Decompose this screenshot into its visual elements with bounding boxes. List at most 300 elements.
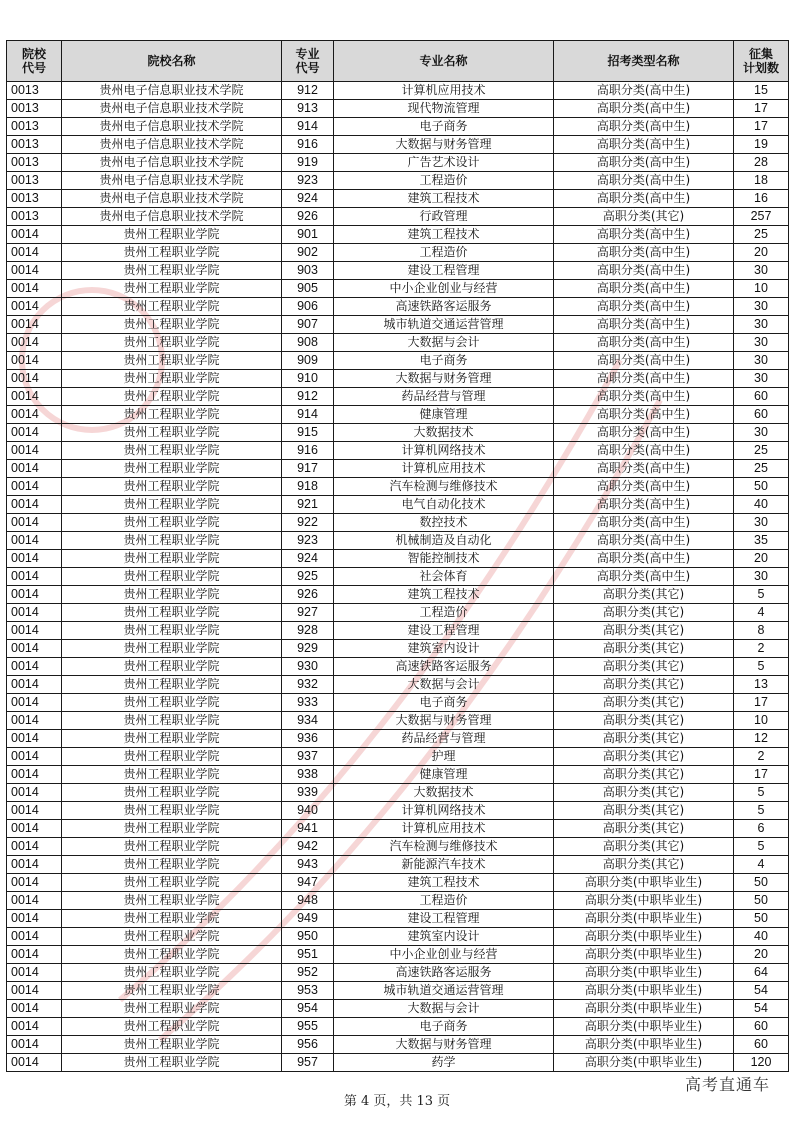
admission-type-cell: 高职分类(中职毕业生): [554, 892, 734, 910]
major-code-cell: 925: [282, 568, 334, 586]
major-name-cell: 高速铁路客运服务: [334, 658, 554, 676]
major-code-cell: 943: [282, 856, 334, 874]
school-code-cell: 0014: [7, 226, 62, 244]
table-row: [7, 640, 789, 658]
school-name-cell: 贵州工程职业学院: [62, 316, 282, 334]
school-code-cell: 0014: [7, 1036, 62, 1054]
school-code-cell: 0014: [7, 856, 62, 874]
school-name-cell: 贵州工程职业学院: [62, 1018, 282, 1036]
school-name-cell: 贵州电子信息职业技术学院: [62, 136, 282, 154]
major-name-cell: 大数据与财务管理: [334, 1036, 554, 1054]
header-school-code: 院校 代号: [7, 41, 62, 82]
major-name-cell: 数控技术: [334, 514, 554, 532]
plan-count-cell: 60: [734, 1018, 789, 1036]
admission-type-cell: 高职分类(中职毕业生): [554, 1018, 734, 1036]
plan-count-cell: 6: [734, 820, 789, 838]
table-row: [7, 856, 789, 874]
major-name-cell: 电子商务: [334, 1018, 554, 1036]
plan-count-cell: 17: [734, 118, 789, 136]
table-row: [7, 874, 789, 892]
major-name-cell: 计算机应用技术: [334, 460, 554, 478]
major-code-cell: 929: [282, 640, 334, 658]
school-name-cell: 贵州工程职业学院: [62, 586, 282, 604]
table-row: [7, 172, 789, 190]
admission-type-cell: 高职分类(高中生): [554, 298, 734, 316]
school-name-cell: 贵州工程职业学院: [62, 424, 282, 442]
table-row: [7, 532, 789, 550]
school-name-cell: 贵州工程职业学院: [62, 838, 282, 856]
major-name-cell: 中小企业创业与经营: [334, 946, 554, 964]
school-code-cell: 0014: [7, 820, 62, 838]
school-name-cell: 贵州工程职业学院: [62, 730, 282, 748]
plan-count-cell: 30: [734, 352, 789, 370]
admission-type-cell: 高职分类(其它): [554, 208, 734, 226]
major-code-cell: 936: [282, 730, 334, 748]
school-code-cell: 0014: [7, 496, 62, 514]
school-name-cell: 贵州工程职业学院: [62, 874, 282, 892]
major-code-cell: 918: [282, 478, 334, 496]
school-code-cell: 0014: [7, 694, 62, 712]
table-row: [7, 730, 789, 748]
school-code-cell: 0014: [7, 802, 62, 820]
plan-count-cell: 25: [734, 442, 789, 460]
school-name-cell: 贵州工程职业学院: [62, 622, 282, 640]
school-code-cell: 0013: [7, 136, 62, 154]
major-code-cell: 934: [282, 712, 334, 730]
major-name-cell: 大数据技术: [334, 424, 554, 442]
admission-type-cell: 高职分类(高中生): [554, 514, 734, 532]
table-row: [7, 586, 789, 604]
major-code-cell: 948: [282, 892, 334, 910]
major-name-cell: 护理: [334, 748, 554, 766]
school-name-cell: 贵州工程职业学院: [62, 604, 282, 622]
admission-type-cell: 高职分类(高中生): [554, 136, 734, 154]
table-row: [7, 262, 789, 280]
school-code-cell: 0014: [7, 892, 62, 910]
admission-type-cell: 高职分类(高中生): [554, 154, 734, 172]
major-code-cell: 941: [282, 820, 334, 838]
table-row: [7, 118, 789, 136]
admission-type-cell: 高职分类(高中生): [554, 334, 734, 352]
major-name-cell: 计算机网络技术: [334, 442, 554, 460]
table-row: [7, 946, 789, 964]
school-code-cell: 0014: [7, 928, 62, 946]
admission-type-cell: 高职分类(其它): [554, 604, 734, 622]
admission-type-cell: 高职分类(中职毕业生): [554, 928, 734, 946]
plan-count-cell: 5: [734, 784, 789, 802]
school-name-cell: 贵州工程职业学院: [62, 262, 282, 280]
major-name-cell: 工程造价: [334, 892, 554, 910]
major-name-cell: 城市轨道交通运营管理: [334, 982, 554, 1000]
major-code-cell: 921: [282, 496, 334, 514]
table-row: [7, 226, 789, 244]
school-code-cell: 0014: [7, 1054, 62, 1072]
admission-type-cell: 高职分类(高中生): [554, 100, 734, 118]
school-name-cell: 贵州工程职业学院: [62, 784, 282, 802]
admission-type-cell: 高职分类(其它): [554, 820, 734, 838]
major-name-cell: 建筑室内设计: [334, 640, 554, 658]
school-name-cell: 贵州工程职业学院: [62, 820, 282, 838]
plan-count-cell: 25: [734, 460, 789, 478]
major-code-cell: 951: [282, 946, 334, 964]
plan-count-cell: 30: [734, 298, 789, 316]
school-name-cell: 贵州工程职业学院: [62, 766, 282, 784]
plan-count-cell: 20: [734, 946, 789, 964]
plan-count-cell: 18: [734, 172, 789, 190]
admission-type-cell: 高职分类(中职毕业生): [554, 1054, 734, 1072]
school-code-cell: 0013: [7, 82, 62, 100]
school-name-cell: 贵州工程职业学院: [62, 334, 282, 352]
major-code-cell: 927: [282, 604, 334, 622]
major-name-cell: 电气自动化技术: [334, 496, 554, 514]
header-school-name: 院校名称: [62, 41, 282, 82]
major-code-cell: 910: [282, 370, 334, 388]
plan-count-cell: 25: [734, 226, 789, 244]
major-name-cell: 建筑工程技术: [334, 190, 554, 208]
major-name-cell: 工程造价: [334, 244, 554, 262]
major-name-cell: 建设工程管理: [334, 262, 554, 280]
major-code-cell: 912: [282, 388, 334, 406]
header-admission-type: 招考类型名称: [554, 41, 734, 82]
major-code-cell: 933: [282, 694, 334, 712]
table-row: [7, 1018, 789, 1036]
school-code-cell: 0014: [7, 676, 62, 694]
admission-type-cell: 高职分类(其它): [554, 766, 734, 784]
plan-count-cell: 2: [734, 748, 789, 766]
major-code-cell: 915: [282, 424, 334, 442]
admission-type-cell: 高职分类(高中生): [554, 280, 734, 298]
school-name-cell: 贵州电子信息职业技术学院: [62, 82, 282, 100]
school-name-cell: 贵州电子信息职业技术学院: [62, 190, 282, 208]
school-name-cell: 贵州工程职业学院: [62, 478, 282, 496]
major-code-cell: 907: [282, 316, 334, 334]
plan-count-cell: 17: [734, 100, 789, 118]
major-code-cell: 908: [282, 334, 334, 352]
admission-plan-table: [6, 40, 788, 1072]
admission-type-cell: 高职分类(高中生): [554, 316, 734, 334]
school-name-cell: 贵州工程职业学院: [62, 514, 282, 532]
school-code-cell: 0014: [7, 424, 62, 442]
admission-type-cell: 高职分类(中职毕业生): [554, 946, 734, 964]
table-row: [7, 154, 789, 172]
major-code-cell: 950: [282, 928, 334, 946]
table-row: [7, 136, 789, 154]
plan-count-cell: 4: [734, 856, 789, 874]
major-code-cell: 924: [282, 190, 334, 208]
table-row: [7, 352, 789, 370]
school-code-cell: 0014: [7, 730, 62, 748]
school-code-cell: 0014: [7, 352, 62, 370]
admission-type-cell: 高职分类(高中生): [554, 550, 734, 568]
admission-type-cell: 高职分类(高中生): [554, 190, 734, 208]
admission-type-cell: 高职分类(其它): [554, 838, 734, 856]
school-code-cell: 0014: [7, 946, 62, 964]
school-code-cell: 0014: [7, 280, 62, 298]
school-name-cell: 贵州工程职业学院: [62, 892, 282, 910]
admission-type-cell: 高职分类(其它): [554, 748, 734, 766]
major-name-cell: 工程造价: [334, 604, 554, 622]
major-name-cell: 建设工程管理: [334, 910, 554, 928]
major-name-cell: 健康管理: [334, 766, 554, 784]
major-name-cell: 大数据与财务管理: [334, 712, 554, 730]
table-row: [7, 802, 789, 820]
school-name-cell: 贵州工程职业学院: [62, 1054, 282, 1072]
table-row: [7, 784, 789, 802]
major-name-cell: 计算机应用技术: [334, 82, 554, 100]
school-name-cell: 贵州工程职业学院: [62, 748, 282, 766]
table-row: [7, 838, 789, 856]
admission-type-cell: 高职分类(高中生): [554, 460, 734, 478]
major-name-cell: 电子商务: [334, 118, 554, 136]
plan-count-cell: 35: [734, 532, 789, 550]
admission-type-cell: 高职分类(其它): [554, 676, 734, 694]
table-body: [7, 82, 789, 1072]
table-row: [7, 694, 789, 712]
school-name-cell: 贵州工程职业学院: [62, 280, 282, 298]
admission-type-cell: 高职分类(高中生): [554, 388, 734, 406]
admission-type-cell: 高职分类(高中生): [554, 352, 734, 370]
plan-count-cell: 28: [734, 154, 789, 172]
school-code-cell: 0014: [7, 964, 62, 982]
table-row: [7, 550, 789, 568]
school-code-cell: 0014: [7, 442, 62, 460]
school-name-cell: 贵州电子信息职业技术学院: [62, 118, 282, 136]
admission-type-cell: 高职分类(高中生): [554, 496, 734, 514]
plan-count-cell: 54: [734, 982, 789, 1000]
table-row: [7, 244, 789, 262]
school-code-cell: 0014: [7, 604, 62, 622]
major-code-cell: 912: [282, 82, 334, 100]
plan-count-cell: 2: [734, 640, 789, 658]
school-name-cell: 贵州工程职业学院: [62, 856, 282, 874]
table-row: [7, 208, 789, 226]
admission-type-cell: 高职分类(高中生): [554, 82, 734, 100]
major-code-cell: 926: [282, 586, 334, 604]
school-name-cell: 贵州工程职业学院: [62, 910, 282, 928]
major-code-cell: 922: [282, 514, 334, 532]
table-row: [7, 316, 789, 334]
school-code-cell: 0013: [7, 172, 62, 190]
major-code-cell: 916: [282, 442, 334, 460]
plan-count-cell: 30: [734, 316, 789, 334]
major-code-cell: 923: [282, 172, 334, 190]
major-code-cell: 902: [282, 244, 334, 262]
table-row: [7, 370, 789, 388]
major-code-cell: 947: [282, 874, 334, 892]
school-name-cell: 贵州工程职业学院: [62, 370, 282, 388]
major-code-cell: 939: [282, 784, 334, 802]
table-row: [7, 406, 789, 424]
major-code-cell: 919: [282, 154, 334, 172]
school-name-cell: 贵州工程职业学院: [62, 442, 282, 460]
major-code-cell: 906: [282, 298, 334, 316]
plan-count-cell: 60: [734, 388, 789, 406]
school-code-cell: 0013: [7, 190, 62, 208]
table-row: [7, 568, 789, 586]
admission-type-cell: 高职分类(高中生): [554, 568, 734, 586]
plan-count-cell: 50: [734, 874, 789, 892]
school-code-cell: 0014: [7, 388, 62, 406]
major-name-cell: 工程造价: [334, 172, 554, 190]
major-name-cell: 中小企业创业与经营: [334, 280, 554, 298]
plan-count-cell: 40: [734, 496, 789, 514]
table-row: [7, 460, 789, 478]
major-name-cell: 现代物流管理: [334, 100, 554, 118]
major-name-cell: 建筑工程技术: [334, 874, 554, 892]
school-name-cell: 贵州工程职业学院: [62, 712, 282, 730]
school-name-cell: 贵州工程职业学院: [62, 946, 282, 964]
major-name-cell: 城市轨道交通运营管理: [334, 316, 554, 334]
major-name-cell: 大数据与财务管理: [334, 136, 554, 154]
admission-type-cell: 高职分类(高中生): [554, 532, 734, 550]
admission-type-cell: 高职分类(其它): [554, 712, 734, 730]
major-code-cell: 937: [282, 748, 334, 766]
major-code-cell: 942: [282, 838, 334, 856]
admission-type-cell: 高职分类(高中生): [554, 226, 734, 244]
school-code-cell: 0014: [7, 838, 62, 856]
major-code-cell: 909: [282, 352, 334, 370]
major-code-cell: 938: [282, 766, 334, 784]
admission-type-cell: 高职分类(高中生): [554, 478, 734, 496]
table-row: [7, 964, 789, 982]
plan-count-cell: 30: [734, 514, 789, 532]
school-code-cell: 0013: [7, 100, 62, 118]
school-code-cell: 0014: [7, 532, 62, 550]
table-row: [7, 388, 789, 406]
major-code-cell: 914: [282, 406, 334, 424]
major-code-cell: 932: [282, 676, 334, 694]
major-name-cell: 药学: [334, 1054, 554, 1072]
plan-count-cell: 40: [734, 928, 789, 946]
table-row: [7, 496, 789, 514]
table-row: [7, 280, 789, 298]
major-code-cell: 903: [282, 262, 334, 280]
admission-type-cell: 高职分类(高中生): [554, 172, 734, 190]
admission-type-cell: 高职分类(其它): [554, 730, 734, 748]
school-code-cell: 0014: [7, 406, 62, 424]
header-plan-count: 征集 计划数: [734, 41, 789, 82]
plan-count-cell: 5: [734, 586, 789, 604]
table-row: [7, 1054, 789, 1072]
plan-count-cell: 50: [734, 478, 789, 496]
school-name-cell: 贵州工程职业学院: [62, 244, 282, 262]
table-row: [7, 658, 789, 676]
table-row: [7, 604, 789, 622]
table-row: [7, 514, 789, 532]
school-code-cell: 0014: [7, 478, 62, 496]
table-row: [7, 820, 789, 838]
major-name-cell: 大数据与财务管理: [334, 370, 554, 388]
major-code-cell: 917: [282, 460, 334, 478]
table-row: [7, 424, 789, 442]
major-name-cell: 大数据与会计: [334, 676, 554, 694]
brand-label: 高考直通车: [684, 1075, 770, 1094]
plan-count-cell: 16: [734, 190, 789, 208]
school-name-cell: 贵州工程职业学院: [62, 640, 282, 658]
admission-type-cell: 高职分类(中职毕业生): [554, 982, 734, 1000]
plan-count-cell: 20: [734, 550, 789, 568]
plan-count-cell: 5: [734, 838, 789, 856]
school-code-cell: 0014: [7, 568, 62, 586]
school-code-cell: 0014: [7, 784, 62, 802]
major-code-cell: 930: [282, 658, 334, 676]
major-name-cell: 高速铁路客运服务: [334, 964, 554, 982]
school-code-cell: 0014: [7, 910, 62, 928]
major-name-cell: 计算机网络技术: [334, 802, 554, 820]
admission-type-cell: 高职分类(高中生): [554, 370, 734, 388]
plan-count-cell: 5: [734, 658, 789, 676]
school-code-cell: 0014: [7, 316, 62, 334]
school-name-cell: 贵州工程职业学院: [62, 532, 282, 550]
school-code-cell: 0014: [7, 712, 62, 730]
table-header-row: [7, 41, 789, 82]
admission-type-cell: 高职分类(高中生): [554, 406, 734, 424]
admission-type-cell: 高职分类(中职毕业生): [554, 1036, 734, 1054]
school-name-cell: 贵州工程职业学院: [62, 352, 282, 370]
table-row: [7, 766, 789, 784]
admission-type-cell: 高职分类(中职毕业生): [554, 964, 734, 982]
plan-count-cell: 10: [734, 280, 789, 298]
school-name-cell: 贵州工程职业学院: [62, 550, 282, 568]
school-name-cell: 贵州工程职业学院: [62, 1036, 282, 1054]
admission-type-cell: 高职分类(其它): [554, 802, 734, 820]
admission-type-cell: 高职分类(其它): [554, 640, 734, 658]
school-code-cell: 0014: [7, 262, 62, 280]
admission-type-cell: 高职分类(其它): [554, 694, 734, 712]
school-name-cell: 贵州工程职业学院: [62, 676, 282, 694]
school-name-cell: 贵州工程职业学院: [62, 460, 282, 478]
major-code-cell: 923: [282, 532, 334, 550]
plan-count-cell: 60: [734, 1036, 789, 1054]
table-row: [7, 622, 789, 640]
plan-count-cell: 50: [734, 892, 789, 910]
plan-count-cell: 12: [734, 730, 789, 748]
major-code-cell: 955: [282, 1018, 334, 1036]
table-row: [7, 748, 789, 766]
school-code-cell: 0014: [7, 748, 62, 766]
school-name-cell: 贵州工程职业学院: [62, 568, 282, 586]
school-name-cell: 贵州工程职业学院: [62, 1000, 282, 1018]
plan-count-cell: 120: [734, 1054, 789, 1072]
major-name-cell: 健康管理: [334, 406, 554, 424]
table-row: [7, 82, 789, 100]
plan-count-cell: 30: [734, 424, 789, 442]
major-code-cell: 926: [282, 208, 334, 226]
school-code-cell: 0014: [7, 640, 62, 658]
school-code-cell: 0014: [7, 244, 62, 262]
plan-count-cell: 30: [734, 568, 789, 586]
plan-count-cell: 60: [734, 406, 789, 424]
major-name-cell: 建筑工程技术: [334, 226, 554, 244]
major-name-cell: 大数据技术: [334, 784, 554, 802]
major-name-cell: 大数据与会计: [334, 334, 554, 352]
table-row: [7, 1036, 789, 1054]
admission-type-cell: 高职分类(高中生): [554, 118, 734, 136]
major-code-cell: 957: [282, 1054, 334, 1072]
major-name-cell: 汽车检测与维修技术: [334, 478, 554, 496]
major-name-cell: 药品经营与管理: [334, 730, 554, 748]
major-name-cell: 汽车检测与维修技术: [334, 838, 554, 856]
header-major-code: 专业 代号: [282, 41, 334, 82]
major-code-cell: 953: [282, 982, 334, 1000]
school-name-cell: 贵州工程职业学院: [62, 406, 282, 424]
school-name-cell: 贵州电子信息职业技术学院: [62, 208, 282, 226]
major-name-cell: 电子商务: [334, 352, 554, 370]
major-code-cell: 905: [282, 280, 334, 298]
school-code-cell: 0014: [7, 586, 62, 604]
major-name-cell: 广告艺术设计: [334, 154, 554, 172]
school-code-cell: 0014: [7, 334, 62, 352]
